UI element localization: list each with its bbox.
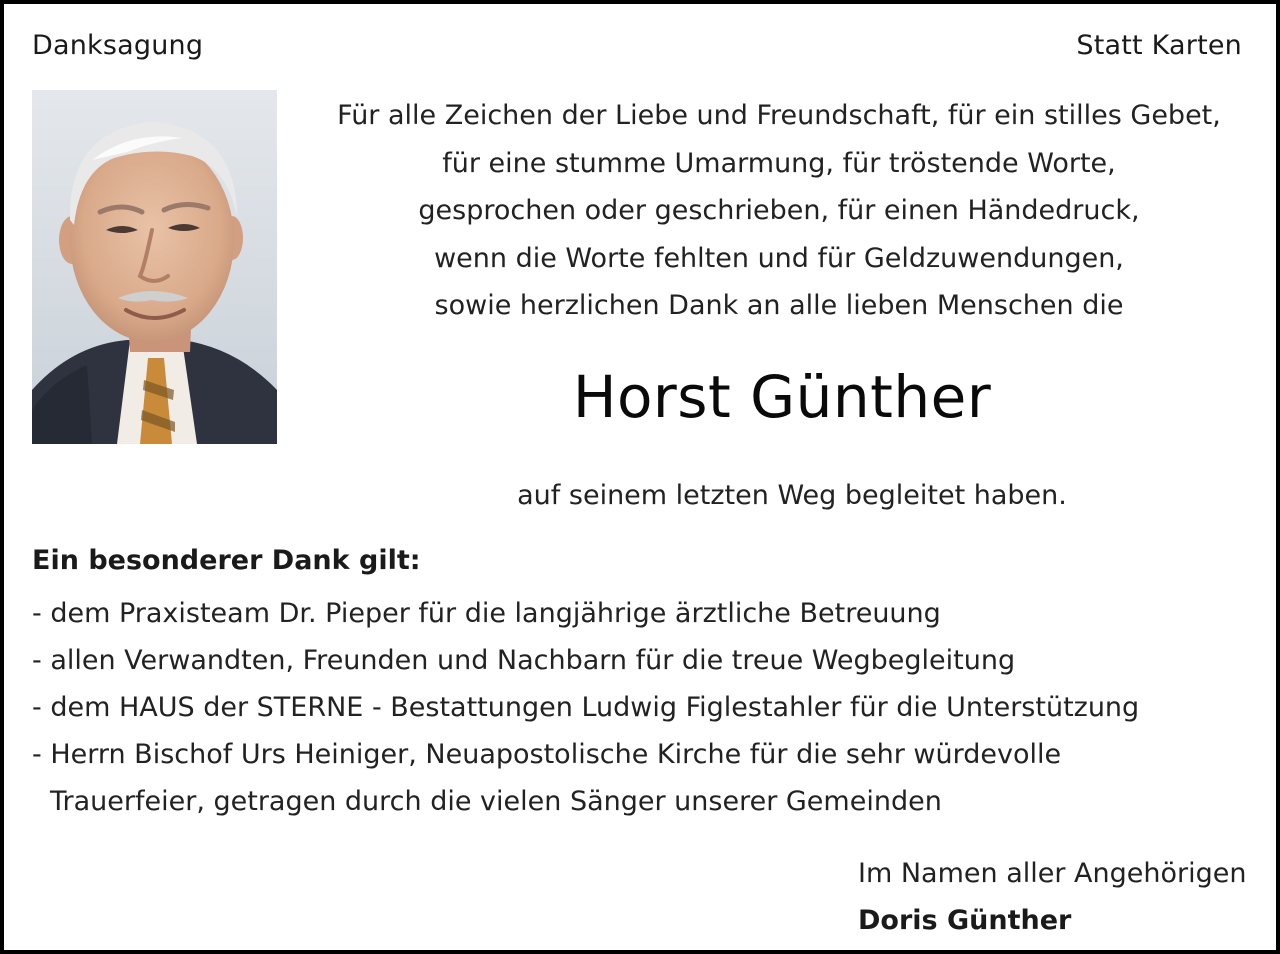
list-item: - allen Verwandten, Freunden und Nachbarn für die treue Wegbegleitung <box>32 645 1016 676</box>
signature-name: Doris Günther <box>858 905 1072 936</box>
special-thanks-list <box>32 590 1252 825</box>
header-note: Statt Karten <box>1076 30 1242 61</box>
list-item: - dem Praxisteam Dr. Pieper für die langjährige ärztliche Betreuung <box>32 598 941 629</box>
intro-line: Für alle Zeichen der Liebe und Freundschaft, für ein stilles Gebet, <box>337 100 1221 131</box>
list-item-continuation: Trauerfeier, getragen durch die vielen Sänger unserer Gemeinden <box>50 786 942 817</box>
intro-line: gesprochen oder geschrieben, für einen Händedruck, <box>418 195 1140 226</box>
intro-line: für eine stumme Umarmung, für tröstende Worte, <box>442 147 1116 179</box>
intro-text <box>304 92 1254 330</box>
portrait-photo <box>32 90 277 444</box>
header-title: Danksagung <box>32 30 204 61</box>
list-item: - dem HAUS der STERNE - Bestattungen Ludwig Figlestahler für die Unterstützung <box>32 692 1140 723</box>
intro-line: wenn die Worte fehlten und für Geldzuwendungen, <box>434 242 1124 274</box>
portrait-illustration <box>32 90 277 444</box>
list-item: - Herrn Bischof Urs Heiniger, Neuapostolische Kirche für die sehr würdevolle <box>32 739 1062 770</box>
signature-line: Im Namen aller Angehörigen <box>858 858 1247 889</box>
deceased-name: Horst Günther <box>572 363 992 431</box>
intro-line: sowie herzlichen Dank an alle lieben Menschen die <box>434 290 1124 321</box>
after-name-text: auf seinem letzten Weg begleitet haben. <box>517 480 1067 511</box>
special-thanks-title: Ein besonderer Dank gilt: <box>32 545 421 576</box>
